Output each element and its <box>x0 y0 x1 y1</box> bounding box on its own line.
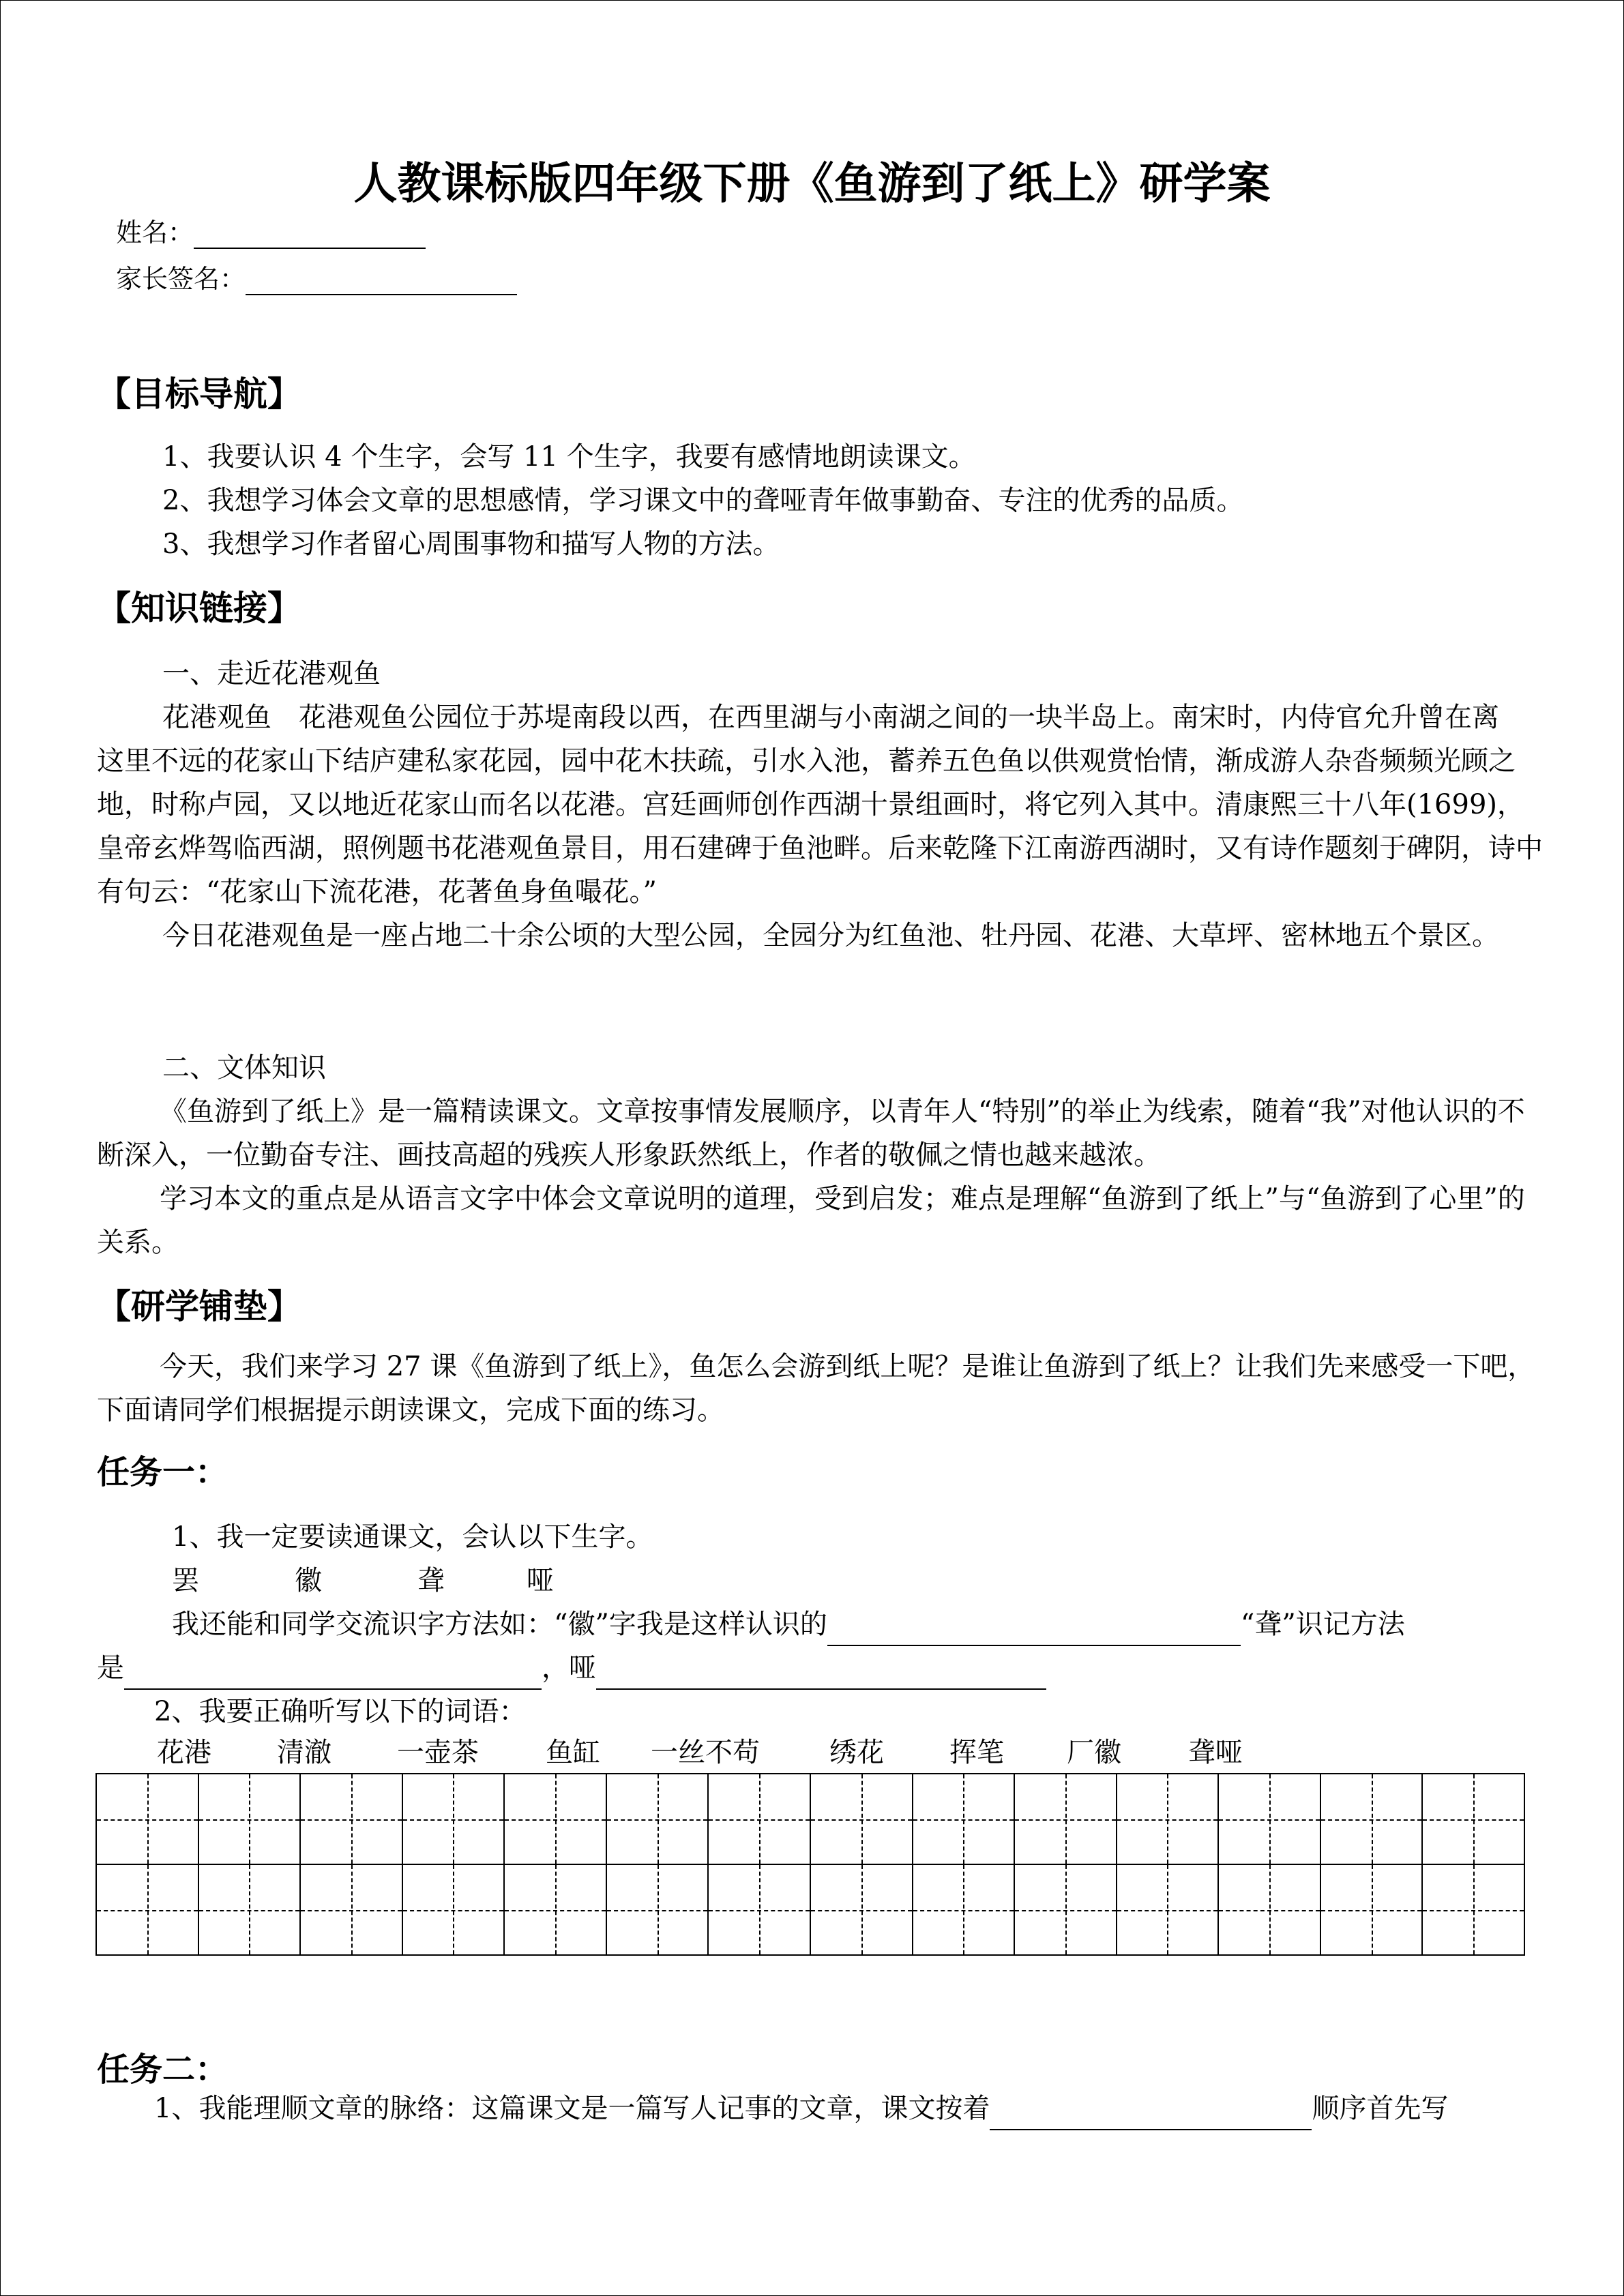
dictation-word: 挥笔 <box>949 1737 1004 1768</box>
paragraph: 这里不远的花家山下结庐建私家花园，园中花木扶疏，引水入池，蓄养五色鱼以供观赏怡情，渐成游人杂沓频频光顾之地，时称卢园，又以地近花家山而名以花港。宫廷画师创作西湖十景组画时，将它列入其中。清康熙三十八年(1699)，皇帝玄烨驾临西湖，照例题书花港观鱼景目，用石建碑于鱼池畔。后来乾隆下江南游西湖时，又有诗作题刻于碑阴，诗中有句云：“花家山下流花港，花著鱼身鱼嘬花。” <box>97 745 1543 908</box>
page-title: 人教课标版四年级下册《鱼游到了纸上》研学案 <box>353 158 1271 209</box>
word-list <box>157 1731 1243 1774</box>
goal-item: 2、我想学习体会文章的思想感情，学习课文中的聋哑青年做事勤奋、专注的优秀的品质。 <box>162 485 1244 516</box>
name-label: 姓名： <box>116 218 194 248</box>
task1-question: 2、我要正确听写以下的词语： <box>154 1696 527 1727</box>
grid-cell[interactable] <box>810 1864 913 1955</box>
character: 罢 <box>172 1565 199 1596</box>
grid-cell[interactable] <box>708 1864 810 1955</box>
genre-text <box>97 1090 1543 1264</box>
character: 聋 <box>417 1565 445 1596</box>
grid-cell[interactable] <box>198 1774 301 1864</box>
grid-cell[interactable] <box>1422 1864 1524 1955</box>
parent-signature-field <box>116 258 517 295</box>
grid-cell[interactable] <box>913 1774 1015 1864</box>
grid-cell[interactable] <box>1218 1864 1320 1955</box>
grid-cell[interactable] <box>300 1864 402 1955</box>
grid-cell[interactable] <box>708 1774 810 1864</box>
task1-heading: 任务一： <box>97 1453 228 1491</box>
grid-cell[interactable] <box>1117 1864 1219 1955</box>
task2-text: 顺序首先写 <box>1312 2093 1449 2124</box>
grid-cell[interactable] <box>1218 1774 1320 1864</box>
knowledge-heading: 【知识链接】 <box>97 588 301 628</box>
name-input-line[interactable] <box>194 220 426 249</box>
prep-heading: 【研学铺垫】 <box>97 1286 301 1326</box>
exchange-text: 我还能和同学交流识字方法如：“徽”字我是这样认识的 <box>172 1609 827 1640</box>
exchange-text: ，哑 <box>542 1652 596 1684</box>
exchange-line <box>172 1602 1405 1646</box>
grid-row <box>96 1864 1524 1955</box>
exchange-line <box>97 1646 1046 1690</box>
goal-item: 1、我要认识 4 个生字，会写 11 个生字，我要有感情地朗读课文。 <box>162 441 976 473</box>
dictation-word: 花港 <box>157 1737 211 1768</box>
task2-heading: 任务二： <box>97 2051 228 2089</box>
answer-line[interactable] <box>596 1658 1046 1690</box>
dictation-word: 绣花 <box>829 1737 884 1768</box>
knowledge-text <box>97 696 1543 957</box>
parent-signature-line[interactable] <box>246 267 517 295</box>
name-field <box>116 211 426 249</box>
grid-cell[interactable] <box>1014 1864 1117 1955</box>
dictation-word: 厂徽 <box>1067 1737 1121 1768</box>
knowledge-subheading: 二、文体知识 <box>162 1052 326 1084</box>
grid-cell[interactable] <box>198 1864 301 1955</box>
grid-cell[interactable] <box>913 1864 1015 1955</box>
exchange-text: “聋”识记方法 <box>1240 1609 1405 1640</box>
parent-signature-label: 家长签名： <box>116 264 246 294</box>
prep-text <box>97 1345 1543 1432</box>
grid-row <box>96 1774 1524 1864</box>
task2-question <box>154 2087 1448 2130</box>
grid-cell[interactable] <box>504 1864 606 1955</box>
paragraph: 学习本文的重点是从语言文字中体会文章说明的道理，受到启发；难点是理解“鱼游到了纸上”与“鱼游到了心里”的关系。 <box>97 1183 1525 1258</box>
answer-line[interactable] <box>990 2099 1312 2130</box>
grid-cell[interactable] <box>1422 1774 1524 1864</box>
paragraph: 《鱼游到了纸上》是一篇精读课文。文章按事情发展顺序，以青年人“特别”的举止为线索，随着“我”对他认识的不断深入，一位勤奋专注、画技高超的残疾人形象跃然纸上，作者的敬佩之情也越来越浓。 <box>97 1096 1525 1171</box>
grid-cell[interactable] <box>606 1774 709 1864</box>
character-list <box>172 1559 554 1602</box>
grid-cell[interactable] <box>1014 1774 1117 1864</box>
answer-line[interactable] <box>124 1658 542 1690</box>
task2-text: 1、我能理顺文章的脉络：这篇课文是一篇写人记事的文章，课文按着 <box>154 2093 990 2124</box>
task1-question: 1、我一定要读通课文，会认以下生字。 <box>172 1521 653 1553</box>
paragraph: 今天，我们来学习 27 课《鱼游到了纸上》，鱼怎么会游到纸上呢？是谁让鱼游到了纸上？让我们先来感受一下吧，下面请同学们根据提示朗读课文，完成下面的练习。 <box>97 1351 1535 1426</box>
knowledge-subheading: 一、走近花港观鱼 <box>162 658 381 689</box>
goals-heading: 【目标导航】 <box>97 374 301 414</box>
grid-cell[interactable] <box>810 1774 913 1864</box>
exchange-text: 是 <box>97 1652 124 1684</box>
dictation-word: 鱼缸 <box>546 1737 600 1768</box>
grid-cell[interactable] <box>606 1864 709 1955</box>
grid-cell[interactable] <box>96 1774 198 1864</box>
dictation-word: 一壶茶 <box>397 1737 479 1768</box>
grid-cell[interactable] <box>96 1864 198 1955</box>
grid-cell[interactable] <box>1320 1864 1423 1955</box>
answer-line[interactable] <box>827 1615 1241 1646</box>
paragraph: 今日花港观鱼是一座占地二十余公顷的大型公园，全园分为红鱼池、牡丹园、花港、大草坪、密林地五个景区。 <box>162 920 1499 951</box>
character: 徽 <box>295 1565 322 1596</box>
grid-cell[interactable] <box>504 1774 606 1864</box>
dictation-word: 聋哑 <box>1188 1737 1243 1768</box>
character: 哑 <box>527 1565 554 1596</box>
grid-cell[interactable] <box>402 1864 505 1955</box>
grid-cell[interactable] <box>1320 1774 1423 1864</box>
goal-item: 3、我想学习作者留心周围事物和描写人物的方法。 <box>162 528 780 560</box>
dictation-word: 清澈 <box>277 1737 331 1768</box>
writing-grid[interactable] <box>95 1773 1525 1956</box>
grid-cell[interactable] <box>1117 1774 1219 1864</box>
dictation-word: 一丝不苟 <box>651 1737 760 1768</box>
paragraph: 花港观鱼 花港观鱼公园位于苏堤南段以西，在西里湖与小南湖之间的一块半岛上。南宋时，内侍官允升曾在离 <box>162 702 1499 733</box>
grid-cell[interactable] <box>402 1774 505 1864</box>
grid-cell[interactable] <box>300 1774 402 1864</box>
